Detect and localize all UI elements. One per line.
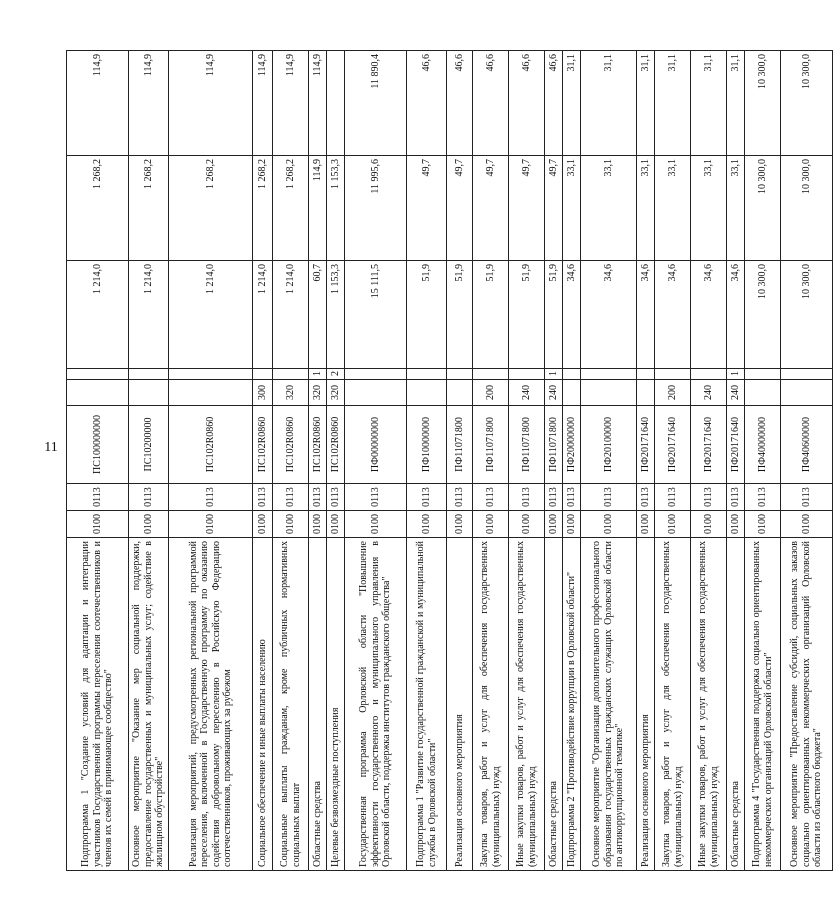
table-row — [407, 51, 447, 871]
table-row — [545, 51, 563, 871]
row-source-code — [781, 369, 833, 380]
row-name: Реализация мероприятий, предусмотренных региональной программой переселения, включенной в Государственную программу по оказанию содействия добровольному переселению в Российскую Федерацию соотечественников, проживающих за рубежом — [169, 538, 253, 871]
row-expense-type: 320 — [327, 380, 345, 406]
row-value-2: 1 268,2 — [253, 156, 273, 261]
table-body — [67, 51, 833, 871]
row-section: 0113 — [473, 484, 509, 511]
row-ministry: 0100 — [745, 511, 781, 538]
row-target: ПФ20171640 — [691, 406, 727, 484]
row-target: ПФ40600000 — [781, 406, 833, 484]
row-expense-type — [781, 380, 833, 406]
row-ministry: 0100 — [691, 511, 727, 538]
row-value-1: 51,9 — [473, 261, 509, 369]
row-value-2: 1 268,2 — [129, 156, 169, 261]
row-source-code — [745, 369, 781, 380]
row-ministry: 0100 — [169, 511, 253, 538]
row-expense-type: 240 — [545, 380, 563, 406]
row-value-1: 1 214,0 — [273, 261, 309, 369]
row-name: Государственная программа Орловской области "Повышение эффективности государственного и муниципального управления в Орловской области, поддержка институтов гражданского общества" — [345, 538, 407, 871]
row-expense-type: 320 — [273, 380, 309, 406]
row-expense-type — [447, 380, 473, 406]
row-value-2: 49,7 — [545, 156, 563, 261]
row-ministry: 0100 — [447, 511, 473, 538]
row-expense-type: 240 — [727, 380, 745, 406]
row-value-2: 1 268,2 — [67, 156, 129, 261]
row-value-2: 33,1 — [691, 156, 727, 261]
row-value-3: 46,6 — [473, 51, 509, 156]
row-value-1: 34,6 — [581, 261, 637, 369]
row-value-3: 46,6 — [447, 51, 473, 156]
row-expense-type — [581, 380, 637, 406]
row-value-3: 114,9 — [67, 51, 129, 156]
row-value-1: 51,9 — [447, 261, 473, 369]
row-ministry: 0100 — [345, 511, 407, 538]
row-value-2: 10 300,0 — [781, 156, 833, 261]
row-section: 0113 — [563, 484, 581, 511]
row-ministry: 0100 — [781, 511, 833, 538]
row-section: 0113 — [345, 484, 407, 511]
row-value-2: 11 995,6 — [345, 156, 407, 261]
row-target: ПФ40000000 — [745, 406, 781, 484]
row-value-1: 34,6 — [727, 261, 745, 369]
row-source-code — [169, 369, 253, 380]
row-section: 0113 — [727, 484, 745, 511]
row-source-code — [447, 369, 473, 380]
row-name: Социальное обеспечение и иные выплаты населению — [253, 538, 273, 871]
row-target: ПФ00000000 — [345, 406, 407, 484]
row-name: Социальные выплаты гражданам, кроме публичных нормативных социальных выплат — [273, 538, 309, 871]
row-ministry: 0100 — [581, 511, 637, 538]
row-name: Основное мероприятие "Оказание мер социальной поддержки, предоставление государственных и муниципальных услуг; содействие в жилищном обустройстве" — [129, 538, 169, 871]
row-value-2: 1 268,2 — [169, 156, 253, 261]
row-section: 0113 — [273, 484, 309, 511]
row-value-1: 10 300,0 — [745, 261, 781, 369]
row-target: ПС102R0860 — [169, 406, 253, 484]
row-target: ПФ11071800 — [447, 406, 473, 484]
row-name: Закупка товаров, работ и услуг для обеспечения государственных (муниципальных) нужд — [473, 538, 509, 871]
row-source-code — [509, 369, 545, 380]
row-ministry: 0100 — [473, 511, 509, 538]
table-row — [169, 51, 253, 871]
row-ministry: 0100 — [273, 511, 309, 538]
row-value-3: 114,9 — [309, 51, 327, 156]
row-value-3: 31,1 — [691, 51, 727, 156]
row-value-3: 114,9 — [253, 51, 273, 156]
row-value-2: 10 300,0 — [745, 156, 781, 261]
row-value-1: 51,9 — [407, 261, 447, 369]
rotated-table-container — [66, 51, 824, 871]
row-expense-type — [129, 380, 169, 406]
row-name: Подпрограмма 1 "Создание условий для адаптации и интеграции участников Государственной программы переселения соотечественников и членов их семей в принимающее сообщество" — [67, 538, 129, 871]
row-source-code — [407, 369, 447, 380]
row-value-1: 34,6 — [637, 261, 655, 369]
budget-table — [66, 50, 833, 871]
row-ministry: 0100 — [563, 511, 581, 538]
row-source-code — [655, 369, 691, 380]
row-value-2: 1 153,3 — [327, 156, 345, 261]
row-ministry: 0100 — [727, 511, 745, 538]
row-expense-type: 240 — [691, 380, 727, 406]
row-section: 0113 — [637, 484, 655, 511]
row-name: Подпрограмма 2 "Противодействие коррупции в Орловской области" — [563, 538, 581, 871]
table-row — [637, 51, 655, 871]
row-value-2: 114,9 — [309, 156, 327, 261]
row-value-3: 11 890,4 — [345, 51, 407, 156]
row-target: ПФ20171640 — [727, 406, 745, 484]
row-value-1: 60,7 — [309, 261, 327, 369]
row-value-2: 33,1 — [727, 156, 745, 261]
row-target: ПФ11071800 — [545, 406, 563, 484]
row-value-1: 34,6 — [563, 261, 581, 369]
row-target: ПС102R0860 — [327, 406, 345, 484]
row-expense-type — [745, 380, 781, 406]
row-value-1: 1 153,3 — [327, 261, 345, 369]
row-value-3: 10 300,0 — [745, 51, 781, 156]
row-section: 0113 — [781, 484, 833, 511]
row-ministry: 0100 — [637, 511, 655, 538]
row-target: ПФ11071800 — [473, 406, 509, 484]
table-row — [473, 51, 509, 871]
row-expense-type — [637, 380, 655, 406]
table-row — [253, 51, 273, 871]
table-row — [563, 51, 581, 871]
row-value-1: 1 214,0 — [253, 261, 273, 369]
row-ministry: 0100 — [545, 511, 563, 538]
row-section: 0113 — [253, 484, 273, 511]
row-ministry: 0100 — [655, 511, 691, 538]
row-name: Областные средства — [545, 538, 563, 871]
table-row — [345, 51, 407, 871]
row-value-3: 46,6 — [545, 51, 563, 156]
row-expense-type: 300 — [253, 380, 273, 406]
row-section: 0113 — [509, 484, 545, 511]
row-section: 0113 — [655, 484, 691, 511]
row-target: ПФ11071800 — [509, 406, 545, 484]
row-value-1: 34,6 — [655, 261, 691, 369]
row-name: Реализация основного мероприятия — [447, 538, 473, 871]
row-source-code — [581, 369, 637, 380]
row-value-3: 31,1 — [637, 51, 655, 156]
row-name: Реализация основного мероприятия — [637, 538, 655, 871]
row-ministry: 0100 — [327, 511, 345, 538]
row-target: ПС102R0860 — [253, 406, 273, 484]
row-expense-type — [169, 380, 253, 406]
row-name: Областные средства — [727, 538, 745, 871]
row-source-code — [67, 369, 129, 380]
row-value-2: 1 268,2 — [273, 156, 309, 261]
row-name: Подпрограмма 1 "Развитие государственной гражданской и муниципальной службы в Орловской области" — [407, 538, 447, 871]
row-expense-type — [345, 380, 407, 406]
row-value-3: 46,6 — [407, 51, 447, 156]
row-value-3: 114,9 — [273, 51, 309, 156]
row-value-2: 49,7 — [447, 156, 473, 261]
row-source-code: 1 — [309, 369, 327, 380]
row-expense-type — [407, 380, 447, 406]
row-name: Иные закупки товаров, работ и услуг для обеспечения государственных (муниципальных) нужд — [691, 538, 727, 871]
row-name: Целевые безвозмездные поступления — [327, 538, 345, 871]
row-name: Основное мероприятие "Предоставление субсидий, социальных заказов социально ориентированных некоммерческих организаций Орловской области из областного бюджета" — [781, 538, 833, 871]
row-ministry: 0100 — [407, 511, 447, 538]
table-row — [447, 51, 473, 871]
row-ministry: 0100 — [129, 511, 169, 538]
row-ministry: 0100 — [67, 511, 129, 538]
row-target: ПФ20100000 — [581, 406, 637, 484]
row-name: Подпрограмма 4 "Государственная поддержка социально ориентированных некоммерческих организаций Орловской области" — [745, 538, 781, 871]
row-target: ПС100000000 — [67, 406, 129, 484]
row-target: ПС10200000 — [129, 406, 169, 484]
table-row — [727, 51, 745, 871]
row-value-1: 1 214,0 — [67, 261, 129, 369]
table-row — [273, 51, 309, 871]
row-value-1: 10 300,0 — [781, 261, 833, 369]
row-value-3: 114,9 — [129, 51, 169, 156]
row-value-1: 34,6 — [691, 261, 727, 369]
row-value-3: 31,1 — [727, 51, 745, 156]
table-row — [781, 51, 833, 871]
row-section: 0113 — [129, 484, 169, 511]
table-row — [745, 51, 781, 871]
row-expense-type — [67, 380, 129, 406]
row-value-2: 33,1 — [655, 156, 691, 261]
row-value-3 — [327, 51, 345, 156]
row-value-3: 46,6 — [509, 51, 545, 156]
row-ministry: 0100 — [509, 511, 545, 538]
row-source-code — [563, 369, 581, 380]
row-source-code: 1 — [727, 369, 745, 380]
row-expense-type: 320 — [309, 380, 327, 406]
row-source-code — [129, 369, 169, 380]
row-expense-type — [563, 380, 581, 406]
row-value-2: 33,1 — [637, 156, 655, 261]
table-row — [509, 51, 545, 871]
row-source-code — [637, 369, 655, 380]
row-value-1: 1 214,0 — [129, 261, 169, 369]
row-expense-type: 240 — [509, 380, 545, 406]
table-row — [655, 51, 691, 871]
row-value-3: 10 300,0 — [781, 51, 833, 156]
table-row — [309, 51, 327, 871]
row-source-code — [273, 369, 309, 380]
row-value-1: 51,9 — [509, 261, 545, 369]
row-source-code — [473, 369, 509, 380]
row-value-3: 31,1 — [655, 51, 691, 156]
row-value-2: 33,1 — [581, 156, 637, 261]
row-target: ПФ10000000 — [407, 406, 447, 484]
row-section: 0113 — [581, 484, 637, 511]
row-ministry: 0100 — [309, 511, 327, 538]
row-ministry: 0100 — [253, 511, 273, 538]
row-expense-type: 200 — [655, 380, 691, 406]
row-value-1: 51,9 — [545, 261, 563, 369]
row-source-code: 2 — [327, 369, 345, 380]
row-value-1: 1 214,0 — [169, 261, 253, 369]
row-section: 0113 — [169, 484, 253, 511]
table-row — [691, 51, 727, 871]
row-name: Областные средства — [309, 538, 327, 871]
row-source-code — [345, 369, 407, 380]
row-value-3: 31,1 — [563, 51, 581, 156]
row-name: Закупка товаров, работ и услуг для обеспечения государственных (муниципальных) нужд — [655, 538, 691, 871]
row-value-2: 49,7 — [509, 156, 545, 261]
row-target: ПС102R0860 — [309, 406, 327, 484]
row-source-code — [691, 369, 727, 380]
row-source-code — [253, 369, 273, 380]
row-section: 0113 — [691, 484, 727, 511]
row-section: 0113 — [327, 484, 345, 511]
row-section: 0113 — [309, 484, 327, 511]
table-row — [327, 51, 345, 871]
row-section: 0113 — [67, 484, 129, 511]
row-value-3: 114,9 — [169, 51, 253, 156]
row-value-2: 49,7 — [473, 156, 509, 261]
table-row — [581, 51, 637, 871]
row-section: 0113 — [407, 484, 447, 511]
row-section: 0113 — [447, 484, 473, 511]
row-expense-type: 200 — [473, 380, 509, 406]
row-source-code: 1 — [545, 369, 563, 380]
row-value-2: 33,1 — [563, 156, 581, 261]
row-target: ПФ20000000 — [563, 406, 581, 484]
row-value-2: 49,7 — [407, 156, 447, 261]
row-name: Основное мероприятие "Организация дополнительного профессионального образования государственных гражданских служащих Орловской области по антикоррупционной тематике" — [581, 538, 637, 871]
row-name: Иные закупки товаров, работ и услуг для обеспечения государственных (муниципальных) нужд — [509, 538, 545, 871]
row-section: 0113 — [545, 484, 563, 511]
row-value-1: 15 111,5 — [345, 261, 407, 369]
table-row — [129, 51, 169, 871]
row-value-3: 31,1 — [581, 51, 637, 156]
row-section: 0113 — [745, 484, 781, 511]
table-row — [67, 51, 129, 871]
row-target: ПС102R0860 — [273, 406, 309, 484]
row-target: ПФ20171640 — [655, 406, 691, 484]
page-number: 11 — [44, 440, 58, 455]
row-target: ПФ20171640 — [637, 406, 655, 484]
